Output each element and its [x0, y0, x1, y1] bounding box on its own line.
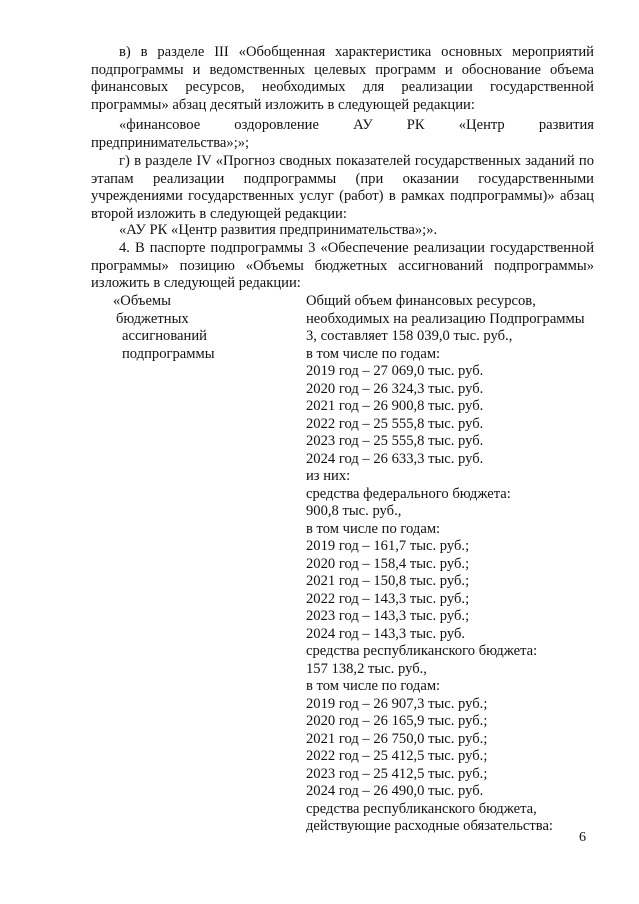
value-line: в том числе по годам: — [306, 678, 441, 694]
paragraph-v: в) в разделе III «Обобщенная характеристика основных мероприятий подпрограммы и ведомственных целевых программ и обоснование объема финансовых ресурсов, необходимых для реализации государственной программы» абзац десятый изложить в следующей редакции: — [91, 44, 594, 113]
paragraph-g: г) в разделе IV «Прогноз сводных показателей государственных заданий по этапам реализации подпрограммы (при оказании государственными учреждениями государственных услуг (работ) в рамках подпрограммы)» абзац второй изложить в следующей редакции: — [91, 153, 594, 222]
value-line: необходимых на реализацию Подпрограммы — [306, 310, 585, 327]
value-line: средства республиканского бюджета, — [306, 800, 537, 817]
value-line: 2021 год – 26 900,8 тыс. руб. — [306, 398, 484, 414]
value-line: 2023 год – 25 412,5 тыс. руб.; — [306, 765, 488, 782]
paragraph-g-quote: «АУ РК «Центр развития предпринимательства»;». — [119, 222, 438, 238]
budget-table-label — [113, 293, 273, 363]
value-line: из них: — [306, 468, 351, 484]
label-line: «Объемы — [113, 293, 171, 309]
value-line: 2022 год – 143,3 тыс. руб.; — [306, 590, 470, 607]
paragraph-v-quote-line-1: «финансовое оздоровление АУ РК «Центр развития — [119, 117, 594, 133]
value-line: 2022 год – 25 555,8 тыс. руб. — [306, 415, 484, 432]
value-line: 2020 год – 26 165,9 тыс. руб.; — [306, 713, 488, 729]
value-line: 2024 год – 26 633,3 тыс. руб. — [306, 450, 484, 467]
value-line: в том числе по годам: — [306, 345, 441, 362]
paragraph-4: 4. В паспорте подпрограммы 3 «Обеспечение реализации государственной программы» позицию «Объемы бюджетных ассигнований подпрограммы» изложить в следующей редакции: — [91, 240, 594, 291]
value-line: Общий объем финансовых ресурсов, — [306, 293, 536, 309]
value-line: 900,8 тыс. руб., — [306, 503, 402, 519]
paragraph-v-quote-line-2: предпринимательства»;»; — [91, 135, 250, 151]
label-line: ассигнований — [122, 328, 207, 344]
value-line: 2022 год – 25 412,5 тыс. руб.; — [306, 748, 488, 764]
budget-table-values — [306, 293, 596, 836]
value-line: действующие расходные обязательства: — [306, 818, 553, 834]
value-line: 2023 год – 143,3 тыс. руб.; — [306, 608, 470, 624]
label-line: подпрограммы — [122, 345, 215, 362]
value-line: 2020 год – 26 324,3 тыс. руб. — [306, 380, 484, 397]
value-line: 2023 год – 25 555,8 тыс. руб. — [306, 433, 484, 449]
value-line: 2021 год – 26 750,0 тыс. руб.; — [306, 730, 488, 747]
value-line: 2019 год – 27 069,0 тыс. руб. — [306, 363, 484, 379]
value-line: 3, составляет 158 039,0 тыс. руб., — [306, 328, 513, 344]
label-line: бюджетных — [116, 310, 189, 327]
page-number: 6 — [579, 830, 586, 845]
value-line: 2021 год – 150,8 тыс. руб.; — [306, 573, 470, 589]
value-line: 2024 год – 143,3 тыс. руб. — [306, 625, 466, 642]
value-line: 2020 год – 158,4 тыс. руб.; — [306, 555, 470, 572]
value-line: 157 138,2 тыс. руб., — [306, 660, 427, 677]
value-line: 2019 год – 161,7 тыс. руб.; — [306, 538, 470, 554]
value-line: в том числе по годам: — [306, 520, 441, 537]
value-line: средства республиканского бюджета: — [306, 643, 538, 659]
value-line: 2024 год – 26 490,0 тыс. руб. — [306, 783, 484, 799]
value-line: 2019 год – 26 907,3 тыс. руб.; — [306, 695, 488, 712]
value-line: средства федерального бюджета: — [306, 485, 511, 502]
